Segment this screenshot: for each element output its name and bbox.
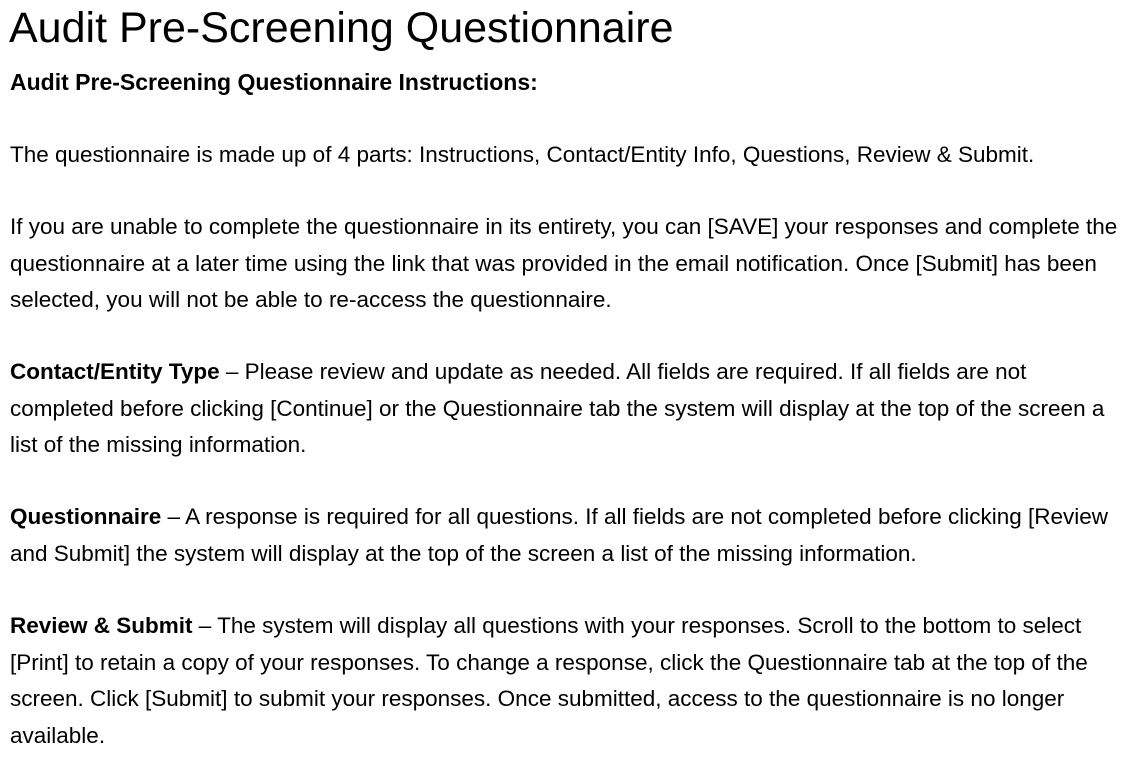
section-questionnaire bbox=[10, 499, 1126, 572]
section-text-review-submit: – The system will display all questions with your responses. Scroll to the bottom to select [Print] to retain a copy of your responses. To change a response, click the Questionnaire tab at the top of the screen. Click [Submit] to submit your responses. Once submitted, access to the questionnaire is no longer available. bbox=[10, 613, 1088, 748]
overview-paragraph: The questionnaire is made up of 4 parts: Instructions, Contact/Entity Info, Questions, Review & Submit. bbox=[10, 142, 1035, 167]
section-text-contact-entity: – Please review and update as needed. All fields are required. If all fields are not completed before clicking [Continue] or the Questionnaire tab the system will display at the top of the screen a list of the missing information. bbox=[10, 359, 1105, 457]
section-label-contact-entity: Contact/Entity Type bbox=[10, 359, 220, 384]
page-title: Audit Pre-Screening Questionnaire bbox=[9, 4, 674, 52]
section-review-submit bbox=[10, 608, 1126, 754]
section-text-questionnaire: – A response is required for all questions. If all fields are not completed before clicking [Review and Submit] the system will display at the top of the screen a list of the missing information. bbox=[10, 504, 1109, 566]
save-note-paragraph: If you are unable to complete the questionnaire in its entirety, you can [SAVE] your responses and complete the questionnaire at a later time using the link that was provided in the email notification. Once [Submit] has been selected, you will not be able to re-access the questionnaire. bbox=[10, 214, 1118, 312]
section-label-questionnaire: Questionnaire bbox=[10, 504, 162, 529]
section-label-review-submit: Review & Submit bbox=[10, 613, 193, 638]
instructions-heading: Audit Pre-Screening Questionnaire Instructions: bbox=[10, 69, 538, 95]
section-contact-entity bbox=[10, 354, 1126, 464]
